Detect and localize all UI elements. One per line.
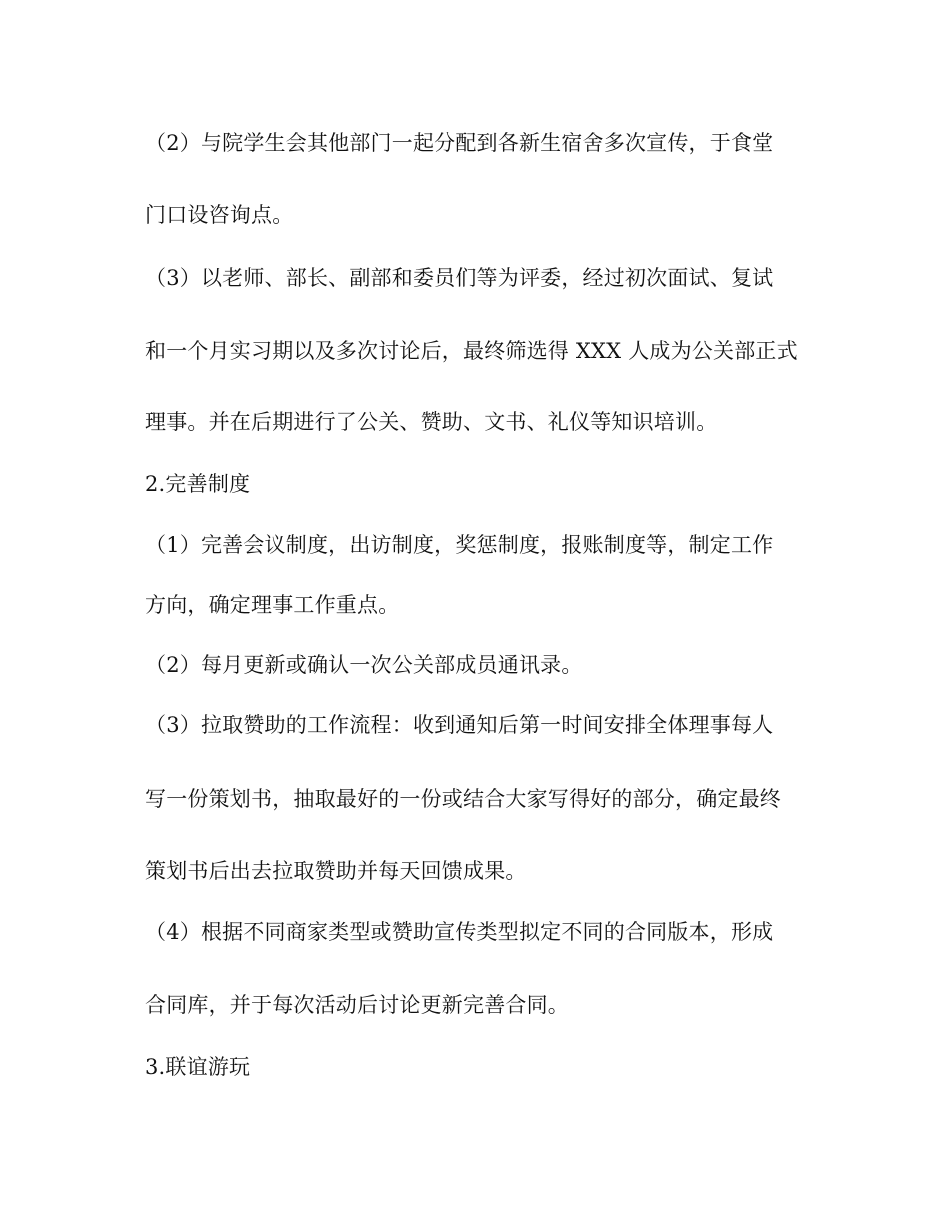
section-heading-3: 3.联谊游玩 bbox=[145, 1055, 251, 1079]
paragraph-item-4-line-2: 合同库，并于每次活动后讨论更新完善合同。 bbox=[145, 993, 569, 1017]
paragraph-item-3b-line-3: 策划书后出去拉取赞助并每天回馈成果。 bbox=[145, 859, 527, 883]
paragraph-item-2b-line-1: （2）每月更新或确认一次公关部成员通讯录。 bbox=[145, 653, 583, 677]
paragraph-item-1-line-1: （1）完善会议制度，出访制度，奖惩制度，报账制度等，制定工作 bbox=[145, 533, 774, 557]
paragraph-item-3b-line-1: （3）拉取赞助的工作流程：收到通知后第一时间安排全体理事每人 bbox=[145, 713, 774, 737]
paragraph-item-3-line-2: 和一个月实习期以及多次讨论后，最终筛选得 XXX 人成为公关部正式 bbox=[145, 339, 798, 363]
paragraph-item-1-line-2: 方向，确定理事工作重点。 bbox=[145, 593, 400, 617]
paragraph-item-3-line-1: （3）以老师、部长、副部和委员们等为评委，经过初次面试、复试 bbox=[145, 266, 774, 290]
paragraph-item-2-line-1: （2）与院学生会其他部门一起分配到各新生宿舍多次宣传，于食堂 bbox=[145, 131, 774, 155]
paragraph-item-4-line-1: （4）根据不同商家类型或赞助宣传类型拟定不同的合同版本，形成 bbox=[145, 920, 774, 944]
paragraph-item-3-line-3: 理事。并在后期进行了公关、赞助、文书、礼仪等知识培训。 bbox=[145, 410, 718, 434]
section-heading-2: 2.完善制度 bbox=[145, 472, 251, 496]
paragraph-item-3b-line-2: 写一份策划书，抽取最好的一份或结合大家写得好的部分，确定最终 bbox=[145, 787, 781, 811]
paragraph-item-2-line-2: 门口设咨询点。 bbox=[145, 203, 294, 227]
